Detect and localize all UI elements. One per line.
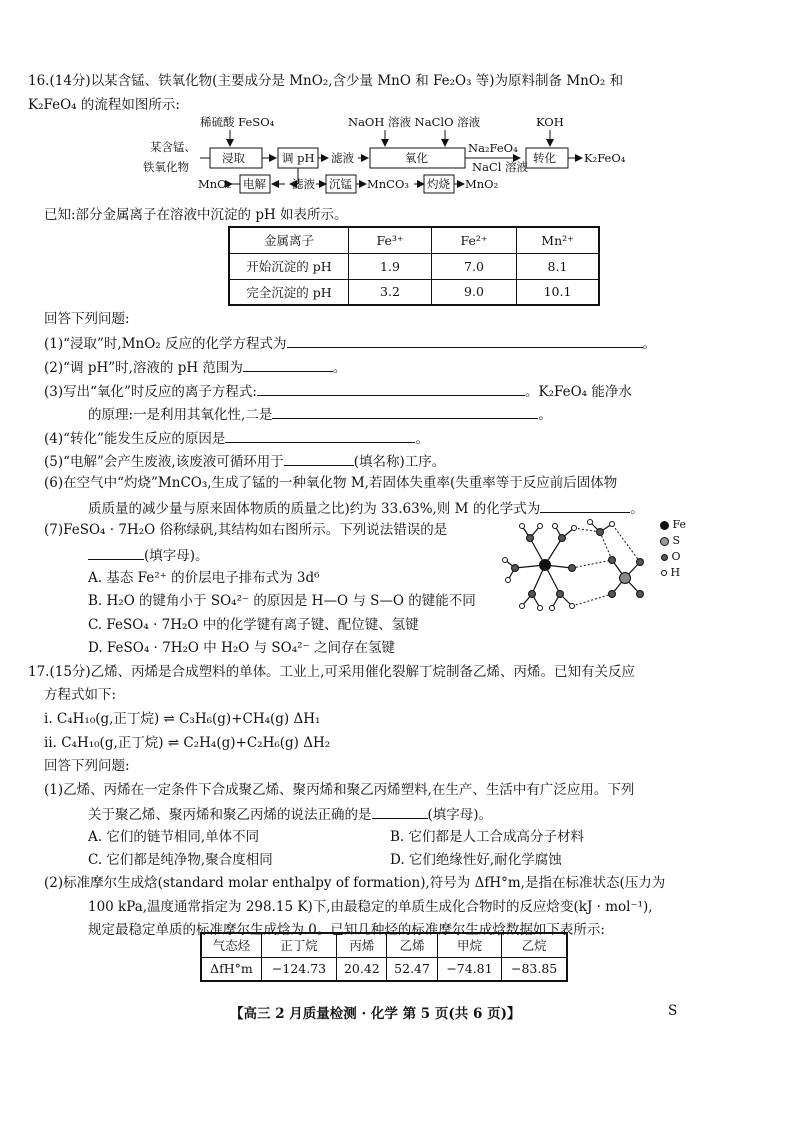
table-cell: 10.1 xyxy=(517,279,600,305)
flow-step-leach-label: 浸取 xyxy=(222,151,245,165)
q16-part3: (3)写出“氧化”时反应的离子方程式: 。K₂FeO₄ 能净水 xyxy=(44,381,632,401)
q17-reaction-2: ⅱ. C₄H₁₀(g,正丁烷) ⇌ C₂H₄(g)+C₂H₆(g) ΔH₂ xyxy=(44,735,331,751)
table-header: 金属离子 xyxy=(229,227,349,253)
flow-step-ph-label: 调 pH xyxy=(282,151,315,165)
table-cell: 完全沉淀的 pH xyxy=(229,279,349,305)
process-flow-diagram xyxy=(0,0,800,200)
table-cell: 8.1 xyxy=(517,253,600,279)
q17-option-b: B. 它们都是人工合成高分子材料 xyxy=(390,829,585,845)
flow-reagent1: 稀硫酸 FeSO₄ xyxy=(200,115,275,129)
q17-part2-line3: 规定最稳定单质的标准摩尔生成焓为 0。已知几种烃的标准摩尔生成焓数据如下表所示: xyxy=(88,922,605,938)
table-cell: 开始沉淀的 pH xyxy=(229,253,349,279)
table-header: Mn²⁺ xyxy=(517,227,600,253)
q16-option-c: C. FeSO₄ · 7H₂O 中的化学键有离子键、配位键、氢键 xyxy=(88,617,419,633)
table-header: Fe³⁺ xyxy=(349,227,432,253)
table-header: 乙烷 xyxy=(502,933,567,957)
table-cell: 20.42 xyxy=(337,957,387,981)
q17-part1: (1)乙烯、丙烯在一定条件下合成聚乙烯、聚丙烯和聚乙丙烯塑料,在生产、生活中有广泛应用。下列 xyxy=(44,782,635,798)
flow-out-mno2-1: MnO₂ xyxy=(198,177,232,191)
q17-reaction-1: ⅰ. C₄H₁₀(g,正丁烷) ⇌ C₃H₆(g)+CH₄(g) ΔH₁ xyxy=(44,711,321,727)
precip-ph-table xyxy=(228,226,600,306)
flow-raw-line1: 某含锰、 xyxy=(150,140,196,154)
q16-part7-line2: (填字母)。 xyxy=(88,545,209,565)
flow-step-oxidize-label: 氧化 xyxy=(405,151,428,165)
flow-product-na2feo4: Na₂FeO₄ xyxy=(468,141,518,155)
table-cell: 9.0 xyxy=(432,279,517,305)
table-cell: −124.73 xyxy=(261,957,336,981)
q16-part1: (1)“浸取”时,MnO₂ 反应的化学方程式为 。 xyxy=(44,333,656,353)
q17-option-c: C. 它们都是纯净物,聚合度相同 xyxy=(88,852,273,868)
table-row-label: ΔfH°m xyxy=(201,957,261,981)
flow-mid-mnco3: MnCO₃ xyxy=(367,177,410,191)
ferrous-sulfate-structure-figure xyxy=(500,510,660,620)
q17-option-a: A. 它们的链节相同,单体不同 xyxy=(88,829,260,845)
flow-step-mn-precip-label: 沉锰 xyxy=(329,177,352,191)
q17-header: 17.(15分)乙烯、丙烯是合成塑料的单体。工业上,可采用催化裂解丁烷制备乙烯、丙烯。已知有关反应 xyxy=(28,664,635,680)
legend-s: S xyxy=(660,534,680,547)
footer-mark: S xyxy=(668,1003,678,1019)
q16-option-d: D. FeSO₄ · 7H₂O 中 H₂O 与 SO₄²⁻ 之间存在氢键 xyxy=(88,640,395,656)
q17-option-d: D. 它们绝缘性好,耐化学腐蚀 xyxy=(390,852,562,868)
legend-fe: Fe xyxy=(660,518,686,531)
q17-part1-line2: 关于聚乙烯、聚丙烯和聚乙丙烯的说法正确的是 (填字母)。 xyxy=(88,804,492,824)
flow-product-nacl: NaCl 溶液 xyxy=(472,160,529,174)
q16-header: 16.(14分)以某含锰、铁氧化物(主要成分是 MnO₂,含少量 MnO 和 Fe₂O₃ 等)为原料制备 MnO₂ 和 xyxy=(28,73,624,89)
q16-option-b: B. H₂O 的键角小于 SO₄²⁻ 的原因是 H—O 与 S—O 的键能不同 xyxy=(88,593,476,609)
table-header: 正丁烷 xyxy=(261,933,336,957)
flow-reagent3: KOH xyxy=(536,115,564,129)
q16-part5: (5)“电解”会产生废液,该废液可循环用于 (填名称)工序。 xyxy=(44,451,445,471)
q16-header-line2: K₂FeO₄ 的流程如图所示: xyxy=(28,97,180,113)
q17-header-line2: 方程式如下: xyxy=(44,687,117,703)
legend-o: O xyxy=(660,550,681,563)
q16-known: 已知:部分金属离子在溶液中沉淀的 pH 如表所示。 xyxy=(44,207,348,223)
table-cell: 7.0 xyxy=(432,253,517,279)
q16-part6-line2: 质质量的减少量与原来固体物质的质量之比)约为 33.63%,则 M 的化学式为 。 xyxy=(88,498,644,518)
legend-h: H xyxy=(660,566,680,579)
table-header: 甲烷 xyxy=(437,933,502,957)
table-cell: −83.85 xyxy=(502,957,567,981)
q17-prompt: 回答下列问题: xyxy=(44,758,130,774)
table-header: Fe²⁺ xyxy=(432,227,517,253)
table-cell: 52.47 xyxy=(387,957,437,981)
enthalpy-table xyxy=(200,932,568,982)
page-footer: 【高三 2 月质量检测 · 化学 第 5 页(共 6 页)】 xyxy=(230,1006,521,1022)
flow-final-k2feo4: K₂FeO₄ xyxy=(584,151,626,165)
flow-reagent2: NaOH 溶液 NaClO 溶液 xyxy=(348,115,481,129)
q17-part2: (2)标准摩尔生成焓(standard molar enthalpy of formation),符号为 ΔfH°m,是指在标准状态(压力为 xyxy=(44,875,666,891)
q17-part2-line2: 100 kPa,温度通常指定为 298.15 K)下,由最稳定的单质生成化合物时的反应焓变(kJ · mol⁻¹), xyxy=(88,899,653,915)
flow-raw-line2: 铁氧化物 xyxy=(143,160,189,174)
table-cell: 1.9 xyxy=(349,253,432,279)
q16-part6: (6)在空气中“灼烧”MnCO₃,生成了锰的一种氧化物 M,若固体失重率(失重率等于反应前后固体物 xyxy=(44,475,618,491)
q16-part7: (7)FeSO₄ · 7H₂O 俗称绿矾,其结构如右图所示。下列说法错误的是 xyxy=(44,522,448,538)
table-cell: −74.81 xyxy=(437,957,502,981)
flow-step-electrolysis-label: 电解 xyxy=(243,177,266,191)
flow-out-mno2-2: MnO₂ xyxy=(465,177,499,191)
q16-part4: (4)“转化”能发生反应的原因是 。 xyxy=(44,428,429,448)
q16-option-a: A. 基态 Fe²⁺ 的价层电子排布式为 3d⁶ xyxy=(88,570,320,586)
table-header: 气态烃 xyxy=(201,933,261,957)
flow-step-calcine-label: 灼烧 xyxy=(427,177,450,191)
q16-part3-line2: 的原理:一是利用其氧化性,二是 。 xyxy=(88,404,552,424)
table-header: 丙烯 xyxy=(337,933,387,957)
q16-part2: (2)“调 pH”时,溶液的 pH 范围为 。 xyxy=(44,357,346,377)
flow-filtrate: 滤液 xyxy=(331,151,354,165)
flow-step-convert-label: 转化 xyxy=(533,151,556,165)
flow-filtrate2-visible: 滤液 xyxy=(292,177,315,191)
table-cell: 3.2 xyxy=(349,279,432,305)
q16-prompt: 回答下列问题: xyxy=(44,311,130,327)
table-header: 乙烯 xyxy=(387,933,437,957)
